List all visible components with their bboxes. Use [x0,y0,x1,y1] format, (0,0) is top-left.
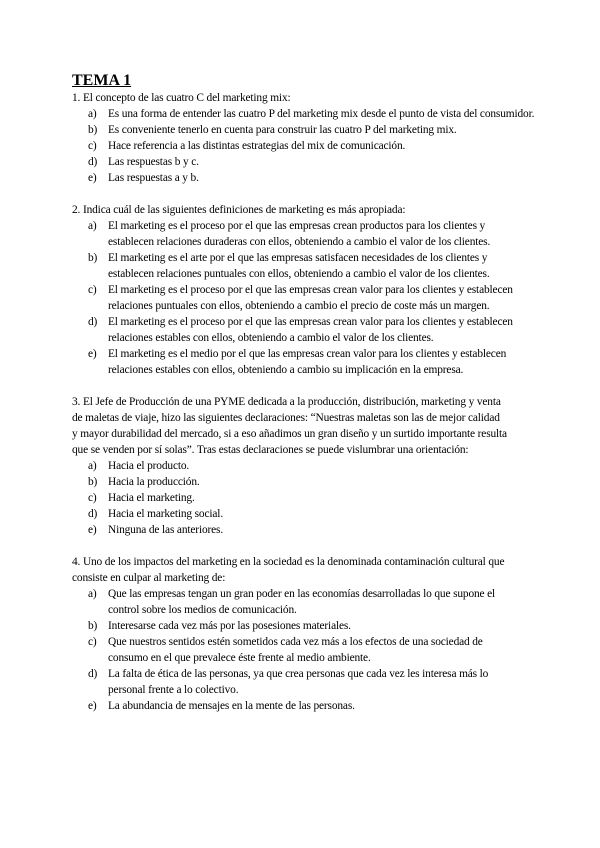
option-e [72,170,578,186]
option-d [72,154,578,170]
option-label: b) [88,476,98,488]
spacer [72,378,578,394]
option-text: El marketing es el medio por el que las empresas crean valor para los clientes y establecen relaciones estables con ellos, obteniendo a cambio su implicación en la empresa. [108,348,507,376]
option-label: d) [88,668,98,680]
question-3 [72,394,578,538]
option-text: Hacia la producción. [108,476,200,488]
option-text: Es conveniente tenerlo en cuenta para construir las cuatro P del marketing mix. [108,124,457,136]
option-label: e) [88,524,97,536]
question-text: 4. Uno de los impactos del marketing en la sociedad es la denominada contaminación cultural que consiste en culpar al marketing de: [72,556,505,584]
question-1 [72,90,578,186]
option-b [72,122,578,138]
option-text: El marketing es el proceso por el que las empresas crean valor para los clientes y establecen relaciones estables con ellos, obteniendo a cambio el valor de los clientes. [108,316,513,344]
option-c [72,282,578,314]
option-c [72,138,578,154]
option-label: a) [88,108,97,120]
option-e [72,346,578,378]
option-text: Ninguna de las anteriores. [108,524,224,536]
option-label: c) [88,492,97,504]
option-label: c) [88,284,97,296]
options-list [72,106,578,186]
option-a [72,218,578,250]
option-c [72,634,578,666]
page-title: TEMA 1 [72,72,132,89]
question-text: 1. El concepto de las cuatro C del marketing mix: [72,92,291,104]
option-text: Hacia el marketing. [108,492,195,504]
option-b [72,474,578,490]
option-label: a) [88,220,97,232]
option-text: Hace referencia a las distintas estrategias del mix de comunicación. [108,140,406,152]
option-label: d) [88,508,98,520]
options-list [72,458,578,538]
option-label: a) [88,460,97,472]
question-text: 3. El Jefe de Producción de una PYME dedicada a la producción, distribución, marketing y venta de maletas de viaje, hizo las siguientes declaraciones: “Nuestras maletas son las de mejor calidad y mayor durabilidad del mercado, si a eso añadimos un gran diseño y un surtido importante resulta que se venden por sí solas”. Tras estas declaraciones se puede vislumbrar una orientación: [72,396,507,456]
option-label: d) [88,156,98,168]
option-text: Que nuestros sentidos estén sometidos cada vez más a los efectos de una sociedad de consumo en el que prevalece éste frente al medio ambiente. [108,636,483,664]
option-e [72,522,578,538]
option-d [72,506,578,522]
option-d [72,666,578,698]
option-label: c) [88,636,97,648]
option-label: a) [88,588,97,600]
option-label: b) [88,620,98,632]
option-b [72,618,578,634]
option-text: Las respuestas b y c. [108,156,199,168]
option-text: Hacia el marketing social. [108,508,224,520]
option-a [72,106,578,122]
spacer [72,186,578,202]
option-c [72,490,578,506]
option-text: El marketing es el proceso por el que las empresas crean productos para los clientes y establecen relaciones duraderas con ellos, obteniendo a cambio el valor de los clientes. [108,220,491,248]
option-e [72,698,578,714]
option-label: b) [88,252,98,264]
option-b [72,250,578,282]
option-label: e) [88,700,97,712]
option-a [72,458,578,474]
option-text: El marketing es el arte por el que las empresas satisfacen necesidades de los clientes y establecen relaciones puntuales con ellos, obteniendo a cambio el valor de los clientes. [108,252,490,280]
option-label: d) [88,316,98,328]
option-text: El marketing es el proceso por el que las empresas crean valor para los clientes y establecen relaciones puntuales con ellos, obteniendo a cambio el precio de coste más un margen. [108,284,513,312]
option-text: Hacia el producto. [108,460,190,472]
option-d [72,314,578,346]
question-4 [72,554,578,714]
option-text: La falta de ética de las personas, ya que crea personas que cada vez les interesa más lo personal frente a lo colectivo. [108,668,489,696]
document-page [72,72,578,714]
option-label: e) [88,348,97,360]
option-label: e) [88,172,97,184]
spacer [72,538,578,554]
options-list [72,218,578,378]
option-text: Las respuestas a y b. [108,172,199,184]
option-a [72,586,578,618]
option-label: b) [88,124,98,136]
options-list [72,586,578,714]
question-text: 2. Indica cuál de las siguientes definiciones de marketing es más apropiada: [72,204,406,216]
option-text: Es una forma de entender las cuatro P del marketing mix desde el punto de vista del consumidor. [108,108,535,120]
option-text: La abundancia de mensajes en la mente de las personas. [108,700,355,712]
option-label: c) [88,140,97,152]
question-2 [72,202,578,378]
option-text: Interesarse cada vez más por las posesiones materiales. [108,620,351,632]
option-text: Que las empresas tengan un gran poder en las economías desarrolladas lo que supone el control sobre los medios de comunicación. [108,588,496,616]
